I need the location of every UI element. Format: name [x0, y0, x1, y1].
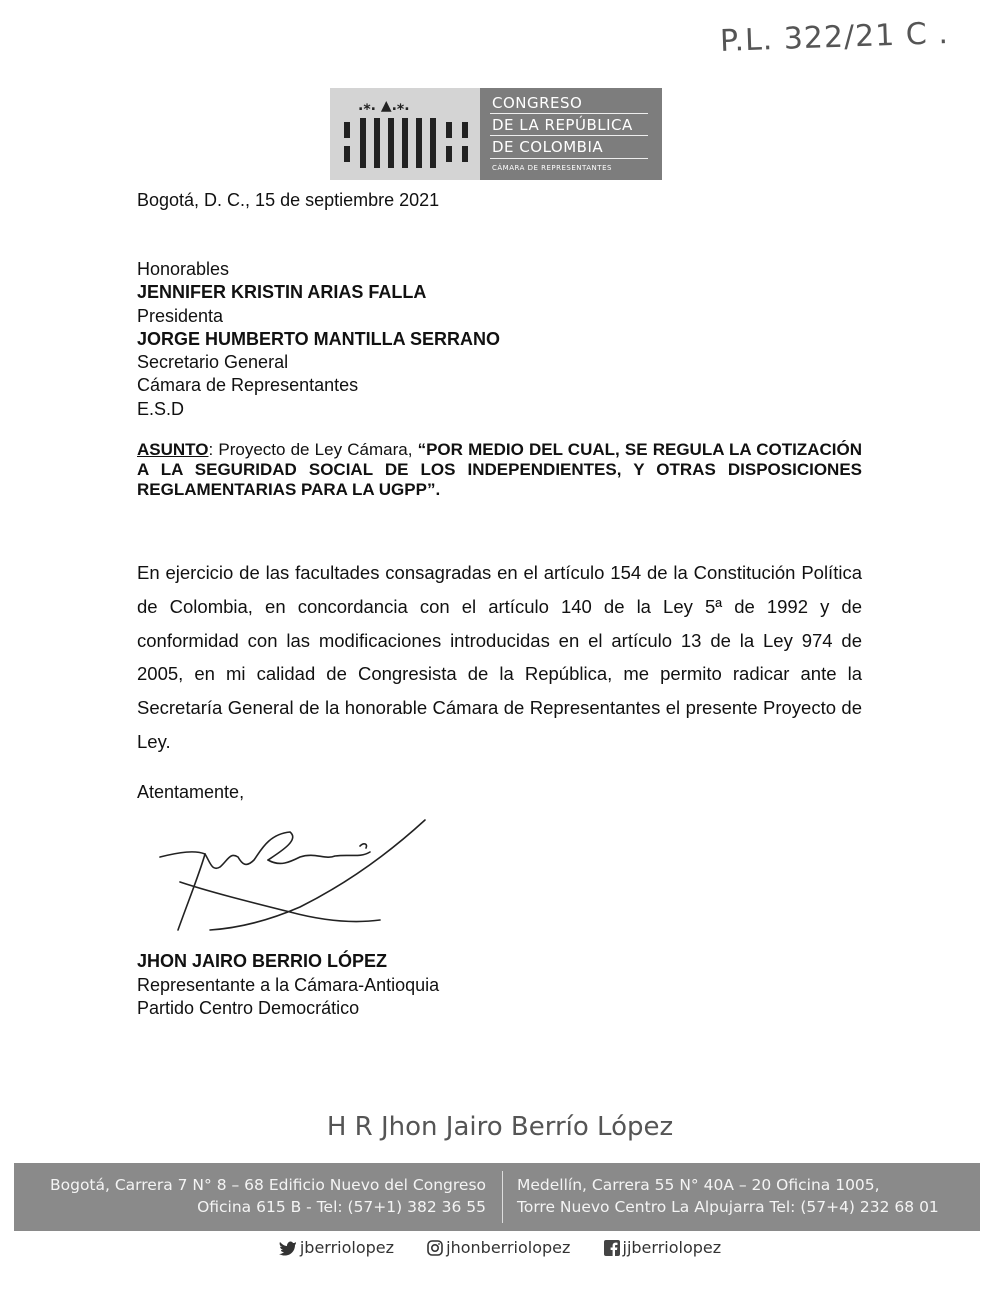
addressee-role-1: Presidenta [137, 305, 224, 326]
svg-text:.⁎. ▲.⁎.: .⁎. ▲.⁎. [358, 98, 410, 114]
bogota-address: Bogotá, Carrera 7 N° 8 – 68 Edificio Nuevo del Congreso Oficina 615 B - Tel: (57+1) 382 36 55 [49, 1176, 486, 1216]
addressee-block [137, 258, 500, 421]
footer-address-bar [14, 1163, 980, 1231]
addressee-esd: E.S.D [137, 398, 185, 419]
footer-name: H R Jhon Jairo Berrío López [326, 1112, 674, 1142]
signer-role: Representante a la Cámara-Antioquia [137, 974, 440, 995]
instagram-handle[interactable]: jhonberriolopez [427, 1238, 570, 1257]
instagram-icon [427, 1240, 443, 1256]
subject-label: ASUNTO [137, 440, 209, 459]
signer-block [137, 950, 439, 1021]
letter-date: Bogotá, D. C., 15 de septiembre 2021 [137, 190, 440, 210]
facebook-icon [604, 1240, 620, 1256]
salutation: Honorables [137, 259, 230, 279]
twitter-icon [279, 1240, 297, 1256]
subject-title: “POR MEDIO DEL CUAL, SE REGULA LA COTIZACIÓN A LA SEGURIDAD SOCIAL DE LOS INDEPENDIENTES, Y OTRAS DISPOSICIONES REGLAMENTARIAS PARA LA UGPP”. [137, 440, 862, 499]
medellin-address: Medellín, Carrera 55 N° 40A – 20 Oficina 1005, Torre Nuevo Centro La Alpujarra Tel: (57+4) 232 68 01 [517, 1176, 939, 1216]
congress-logo [330, 88, 662, 180]
subject-intro: : Proyecto de Ley Cámara, [208, 440, 413, 459]
logo-emblem [330, 88, 480, 180]
addressee-org: Cámara de Representantes [137, 375, 359, 396]
signer-party: Partido Centro Democrático [137, 998, 360, 1018]
facebook-handle[interactable]: jjberriolopez [604, 1238, 722, 1257]
social-links [0, 1238, 1000, 1260]
addressee-role-2: Secretario General [137, 352, 289, 373]
handwritten-signature [150, 812, 440, 947]
signer-name: JHON JAIRO BERRIO LÓPEZ [137, 951, 388, 971]
logo-wordmark: CONGRESO DE LA REPÚBLICA DE COLOMBIA CÁMARA DE REPRESENTANTES [480, 88, 662, 180]
body-paragraph: En ejercicio de las facultades consagradas en el artículo 154 de la Constitución Política de Colombia, en concordancia con el artículo 140 de la Ley 5ª de 1992 y de conformidad con las modificaciones introducidas en el artículo 13 de la Ley 974 de 2005, en mi calidad de Congresista de la República, me permito radicar ante la Secretaría General de la honorable Cámara de Representantes el presente Proyecto de Ley. [137, 562, 862, 752]
twitter-handle[interactable]: jberriolopez [279, 1238, 394, 1257]
closing: Atentamente, [137, 782, 245, 802]
footer-divider [502, 1171, 503, 1223]
addressee-name-2: JORGE HUMBERTO MANTILLA SERRANO [137, 328, 501, 349]
filing-note: P.L. 322/21 C . [719, 16, 950, 59]
addressee-name-1: JENNIFER KRISTIN ARIAS FALLA [137, 282, 427, 303]
subject-paragraph [137, 440, 862, 500]
